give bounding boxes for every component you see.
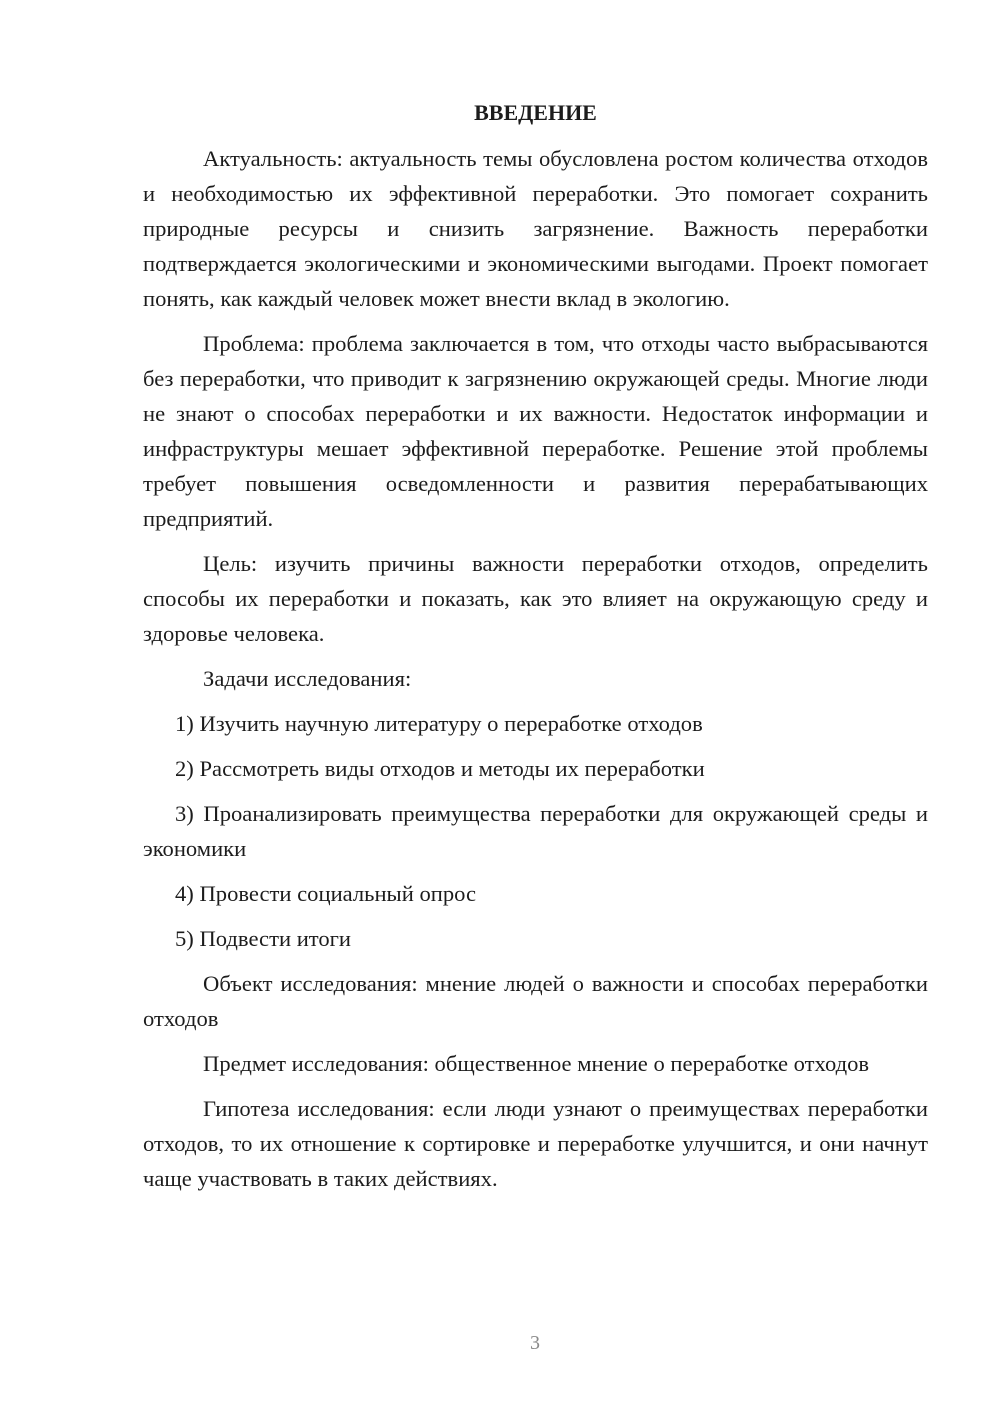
task-item: 5) Подвести итоги (175, 926, 352, 951)
section-title: ВВЕДЕНИЕ (474, 100, 597, 125)
hypothesis-paragraph: Гипотеза исследования: если люди узнают о преимуществах переработки отходов, то их отношение к сортировке и переработке улучшится, и они начнут чаще участвовать в таких действиях. (143, 1096, 928, 1191)
subject-paragraph: Предмет исследования: общественное мнение о переработке отходов (203, 1051, 870, 1076)
relevance-paragraph: Актуальность: актуальность темы обусловлена ростом количества отходов и необходимостью их эффективной переработки. Это помогает сохранить природные ресурсы и снизить загрязнение. Важность переработки подтверждается экологическими и экономическими выгодами. Проект помогает понять, как каждый человек может внести вклад в экологию. (143, 146, 928, 311)
task-item: 1) Изучить научную литературу о переработке отходов (175, 711, 703, 736)
goal-paragraph: Цель: изучить причины важности переработки отходов, определить способы их переработки и показать, как это влияет на окружающую среду и здоровье человека. (143, 551, 928, 646)
page-number: 3 (530, 1332, 540, 1354)
task-item: 2) Рассмотреть виды отходов и методы их переработки (175, 756, 705, 781)
page-content (143, 95, 928, 1206)
task-item: 3) Проанализировать преимущества переработки для окружающей среды и экономики (143, 801, 928, 861)
problem-paragraph: Проблема: проблема заключается в том, что отходы часто выбрасываются без переработки, что приводит к загрязнению окружающей среды. Многие люди не знают о способах переработки и их важности. Недостаток информации и инфраструктуры мешает эффективной переработке. Решение этой проблемы требует повышения осведомленности и развития перерабатывающих предприятий. (143, 331, 928, 531)
tasks-heading: Задачи исследования: (203, 666, 412, 691)
object-paragraph: Объект исследования: мнение людей о важности и способах переработки отходов (143, 971, 928, 1031)
task-item: 4) Провести социальный опрос (175, 881, 477, 906)
